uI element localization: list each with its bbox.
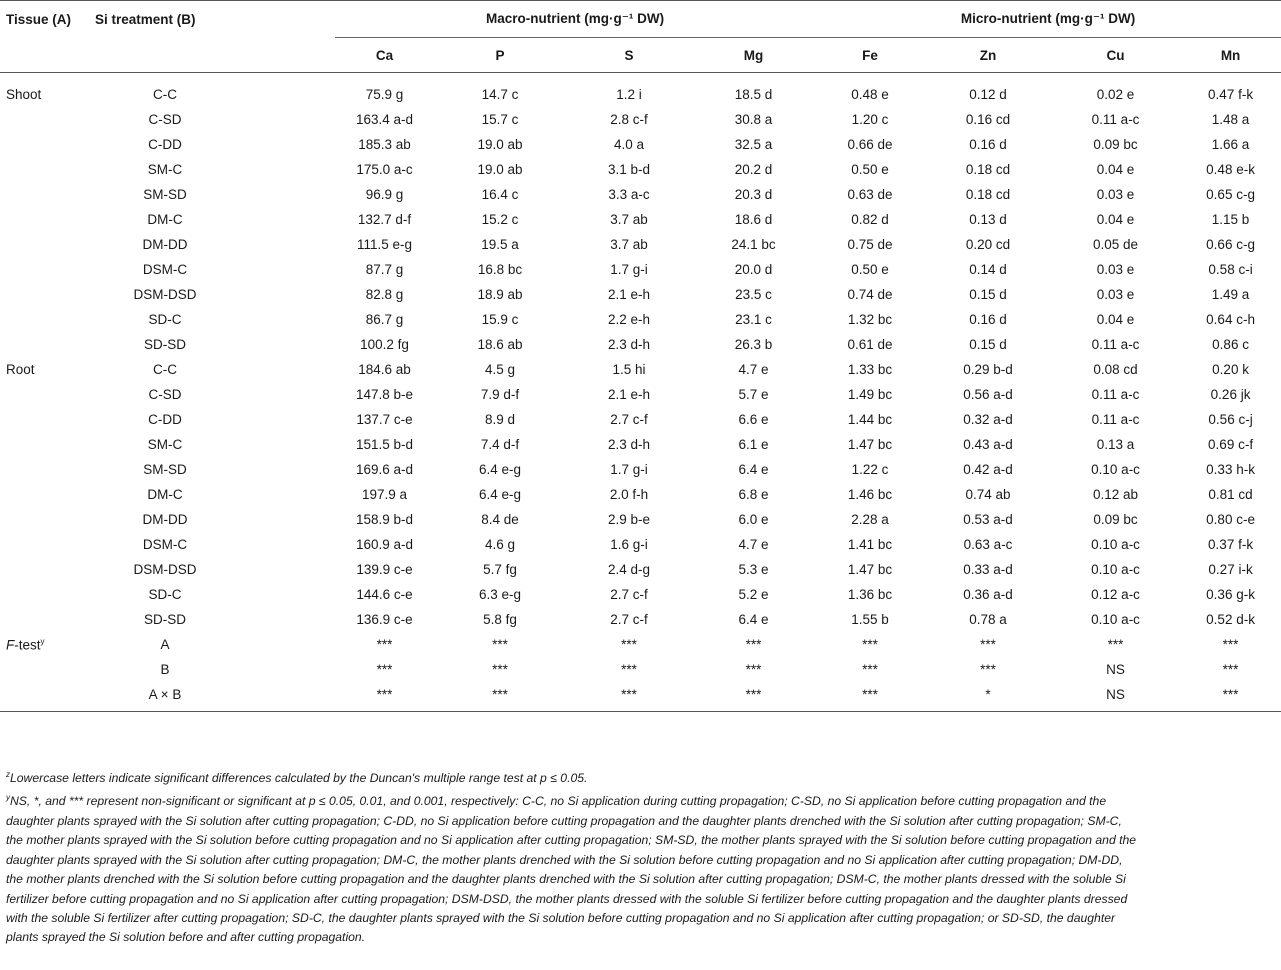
value-cell: 0.66 c-g [1206,237,1255,252]
value-cell: 96.9 g [365,187,404,202]
value-cell: 1.7 g-i [610,462,648,477]
value-cell: 169.6 a-d [355,462,414,477]
value-cell: 19.0 ab [477,137,523,152]
value-cell: 75.9 g [365,87,404,102]
value-cell: 8.4 de [481,512,519,527]
column-header: P [434,38,566,73]
value-cell: 2.28 a [851,512,889,527]
table-row [0,382,1281,407]
table-row [0,182,1281,207]
table-row [0,357,1281,382]
value-cell: 0.65 c-g [1206,187,1255,202]
treatment-cell: SD-C [148,587,182,602]
value-cell: 20.2 d [734,162,773,177]
value-cell: 197.9 a [361,487,408,502]
value-cell: 6.3 e-g [478,587,522,602]
value-cell: 4.5 g [484,362,516,377]
treatment-header: Si treatment (B) [95,1,235,38]
treatment-cell: C-C [153,87,177,102]
value-cell: 0.61 de [847,337,893,352]
value-cell: 184.6 ab [358,362,411,377]
value-cell: 0.05 de [1093,237,1139,252]
treatment-cell: SM-C [147,437,183,452]
table-row [0,332,1281,357]
value-cell: 0.20 cd [965,237,1011,252]
value-cell: 0.53 a-d [963,512,1013,527]
value-cell: 0.13 a [1096,437,1135,452]
value-cell: 1.41 bc [847,537,893,552]
table-row [0,307,1281,332]
value-cell: 4.0 a [613,137,645,152]
value-cell: 0.09 bc [1093,137,1138,152]
value-cell: 4.7 e [738,362,769,377]
ftest-label: F-test$^y$ [6,636,45,653]
treatment-cell: DSM-DSD [133,562,197,577]
value-cell: 0.69 c-f [1208,437,1254,452]
value-cell: 0.04 e [1096,162,1135,177]
value-cell: 0.14 d [969,262,1007,277]
value-cell: 1.66 a [1211,137,1250,152]
value-cell: 0.02 e [1096,87,1135,102]
value-cell: 0.56 c-j [1208,412,1253,427]
value-cell: 0.43 a-d [963,437,1013,452]
ftest-source: A [160,637,170,652]
value-cell: 0.82 d [851,212,889,227]
value-cell: 0.33 h-k [1206,462,1255,477]
treatment-cell: SM-C [147,162,183,177]
treatment-cell: SM-SD [143,187,187,202]
tissue-header: Tissue (A) [0,1,95,38]
significance-cell: *** [980,662,996,677]
table-row [0,257,1281,282]
value-cell: 16.4 c [481,187,519,202]
value-cell: 1.47 bc [847,437,893,452]
tissue-label: Root [6,362,35,377]
value-cell: 0.11 a-c [1091,337,1140,352]
value-cell: 0.12 ab [1093,487,1139,502]
significance-cell: *** [621,637,637,652]
significance-cell: *** [862,662,878,677]
significance-cell: NS [1051,682,1180,712]
significance-cell: *** [692,682,815,712]
treatment-cell: SD-SD [143,337,186,352]
value-cell: 0.10 a-c [1091,462,1140,477]
value-cell: 0.75 de [847,237,893,252]
table-row [0,607,1281,632]
treatment-cell: SD-C [148,312,182,327]
column-header: Fe [815,38,925,73]
value-cell: 15.9 c [481,312,519,327]
significance-cell: *** [745,637,762,652]
footnote-z: $^z$Lowercase letters indicate significant differences calculated by the Duncan's multiple range test at p ≤ 0.05. [6,770,588,786]
value-cell: 2.1 e-h [607,387,651,402]
value-cell: 2.4 d-g [607,562,651,577]
significance-cell: *** [492,662,508,677]
value-cell: 0.27 i-k [1208,562,1253,577]
value-cell: 0.10 a-c [1091,612,1140,627]
table-row [0,457,1281,482]
value-cell: 1.33 bc [847,362,893,377]
value-cell: 151.5 b-d [355,437,414,452]
value-cell: 5.7 e [738,387,769,402]
value-cell: 2.1 e-h [607,287,651,302]
value-cell: 0.32 a-d [963,412,1013,427]
value-cell: 1.2 i [616,87,642,102]
value-cell: 2.0 f-h [609,487,649,502]
value-cell: 1.36 bc [847,587,893,602]
column-header: Mn [1180,38,1281,73]
treatment-cell: C-DD [148,137,182,152]
value-cell: 0.48 e-k [1206,162,1255,177]
value-cell: 139.9 c-e [356,562,413,577]
value-cell: 14.7 c [481,87,519,102]
value-cell: 18.6 d [734,212,773,227]
value-cell: 1.44 bc [847,412,893,427]
value-cell: 0.08 cd [1093,362,1138,377]
significance-cell: *** [745,662,762,677]
table-row [0,232,1281,257]
value-cell: 2.2 e-h [607,312,651,327]
table-row [0,282,1281,307]
table-row [0,532,1281,557]
value-cell: 0.18 cd [965,162,1011,177]
value-cell: 19.5 a [481,237,519,252]
significance-cell: *** [335,682,434,712]
value-cell: 100.2 fg [360,337,409,352]
value-cell: 0.11 a-c [1091,387,1140,402]
value-cell: 0.15 d [969,337,1007,352]
value-cell: 0.10 a-c [1091,537,1140,552]
significance-cell: *** [376,662,393,677]
value-cell: 16.8 bc [477,262,523,277]
value-cell: 1.46 bc [847,487,893,502]
value-cell: 20.0 d [734,262,773,277]
value-cell: 26.3 b [734,337,773,352]
value-cell: 0.58 c-i [1208,262,1253,277]
value-cell: 3.1 b-d [607,162,651,177]
table-row [0,557,1281,582]
value-cell: 0.63 a-c [963,537,1013,552]
value-cell: 1.55 b [851,612,889,627]
value-cell: 1.7 g-i [610,262,648,277]
significance-cell: *** [566,682,692,712]
value-cell: 0.36 a-d [963,587,1013,602]
value-cell: 0.16 d [969,137,1007,152]
value-cell: 0.74 ab [965,487,1011,502]
treatment-cell: SM-SD [143,462,187,477]
value-cell: 0.66 de [847,137,893,152]
treatment-cell: DM-DD [142,512,188,527]
value-cell: 2.7 c-f [610,612,648,627]
table-row [0,132,1281,157]
significance-cell: *** [1222,662,1239,677]
value-cell: 0.20 k [1212,362,1249,377]
value-cell: 1.49 bc [847,387,893,402]
column-header: Zn [925,38,1051,73]
significance-cell: * [925,682,1051,712]
value-cell: 0.11 a-c [1091,412,1140,427]
treatment-cell: C-C [153,362,177,377]
table-row [0,432,1281,457]
significance-cell: *** [621,662,637,677]
value-cell: 6.1 e [738,437,769,452]
value-cell: 1.47 bc [847,562,893,577]
value-cell: 1.48 a [1211,112,1250,127]
column-header: Cu [1051,38,1180,73]
value-cell: 0.33 a-d [963,562,1013,577]
footnotes [6,765,1140,948]
treatment-cell: SD-SD [143,612,186,627]
treatment-cell: DSM-C [142,262,188,277]
significance-cell: *** [1222,637,1239,652]
value-cell: 1.22 c [851,462,889,477]
table-row [0,507,1281,532]
significance-cell: *** [862,637,878,652]
value-cell: 0.29 b-d [963,362,1013,377]
value-cell: 18.5 d [734,87,773,102]
significance-cell: *** [376,637,393,652]
significance-cell: *** [815,682,925,712]
macro-group-header: Macro-nutrient (mg·g⁻¹ DW) [335,1,815,38]
table-row [0,682,1281,712]
value-cell: 0.64 c-h [1206,312,1255,327]
value-cell: 1.32 bc [847,312,893,327]
value-cell: 6.4 e-g [478,487,522,502]
significance-cell: *** [1107,637,1124,652]
value-cell: 6.4 e-g [478,462,522,477]
value-cell: 132.7 d-f [357,212,412,227]
value-cell: 6.0 e [738,512,769,527]
value-cell: 23.1 c [735,312,772,327]
value-cell: 0.11 a-c [1091,112,1140,127]
value-cell: 3.7 ab [610,212,648,227]
value-cell: 0.18 cd [965,187,1011,202]
value-cell: 0.74 de [847,287,893,302]
value-cell: 144.6 c-e [356,587,413,602]
value-cell: 2.8 c-f [610,112,648,127]
treatment-cell: DM-C [147,487,183,502]
value-cell: 136.9 c-e [356,612,413,627]
significance-cell: *** [434,682,566,712]
value-cell: 5.3 e [738,562,769,577]
value-cell: 3.7 ab [610,237,648,252]
table-row [0,407,1281,432]
value-cell: 0.80 c-e [1206,512,1255,527]
value-cell: 1.49 a [1211,287,1250,302]
value-cell: 23.5 c [735,287,772,302]
value-cell: 0.56 a-d [963,387,1013,402]
treatment-cell: DSM-DSD [133,287,197,302]
tissue-label: Shoot [6,87,42,102]
value-cell: 0.81 cd [1208,487,1253,502]
table-row [0,157,1281,182]
value-cell: 1.6 g-i [610,537,648,552]
value-cell: 1.5 hi [612,362,646,377]
value-cell: 147.8 b-e [355,387,414,402]
table-row [0,657,1281,682]
value-cell: 1.20 c [851,112,889,127]
table-row [0,207,1281,232]
value-cell: 0.04 e [1096,312,1135,327]
value-cell: 0.03 e [1096,187,1135,202]
value-cell: 0.12 d [969,87,1007,102]
value-cell: 0.09 bc [1093,512,1138,527]
value-cell: 0.78 a [969,612,1007,627]
value-cell: 1.15 b [1211,212,1250,227]
value-cell: 6.4 e [738,462,769,477]
value-cell: 0.48 e [851,87,889,102]
value-cell: 0.10 a-c [1091,562,1140,577]
value-cell: 86.7 g [365,312,404,327]
value-cell: 0.16 d [969,312,1007,327]
ftest-source: A × B [95,682,235,712]
ftest-source: B [160,662,170,677]
value-cell: 4.7 e [738,537,769,552]
value-cell: 163.4 a-d [355,112,414,127]
value-cell: 0.03 e [1096,262,1135,277]
value-cell: 32.5 a [734,137,773,152]
value-cell: 0.37 f-k [1208,537,1254,552]
value-cell: 20.3 d [734,187,773,202]
value-cell: 87.7 g [365,262,404,277]
treatment-cell: C-SD [148,112,182,127]
micro-group-header: Micro-nutrient (mg·g⁻¹ DW) [815,1,1281,38]
value-cell: 0.15 d [969,287,1007,302]
treatment-cell: DM-C [147,212,183,227]
value-cell: 15.2 c [481,212,519,227]
value-cell: 2.9 b-e [607,512,651,527]
significance-cell: *** [492,637,508,652]
value-cell: 19.0 ab [477,162,523,177]
table-row [0,482,1281,507]
value-cell: 137.7 c-e [356,412,413,427]
value-cell: 0.12 a-c [1091,587,1140,602]
value-cell: 5.7 fg [483,562,517,577]
value-cell: 185.3 ab [358,137,411,152]
value-cell: 18.6 ab [477,337,523,352]
table-row [0,632,1281,657]
value-cell: 2.3 d-h [607,337,651,352]
value-cell: 0.50 e [851,262,889,277]
table-row [0,73,1281,108]
value-cell: 111.5 e-g [356,237,413,252]
value-cell: 0.42 a-d [963,462,1013,477]
value-cell: 3.3 a-c [608,187,650,202]
value-cell: 0.52 d-k [1206,612,1255,627]
column-header: Ca [335,38,434,73]
value-cell: 5.2 e [738,587,769,602]
value-cell: 15.7 c [481,112,519,127]
value-cell: 6.6 e [738,412,769,427]
value-cell: 0.63 de [847,187,893,202]
footnote-y: $^y$NS, *, and *** represent non-significant or significant at p ≤ 0.05, 0.01, and 0.001, respectively: C-C, no Si application during cutting propagation; C-SD, no Si application before cutting propagation and the daughter plants sprayed with the Si solution after cutting propagation; C-DD, no Si application before cutting propagation and the daughter plants drenched with the Si solution after cutting propagation; SM-C, the mother plants sprayed with the Si solution before cutting propagation and no Si application after cutting propagation; SM-SD, the mother plants sprayed with the Si solution before cutting propagation and the daughter plants sprayed with the Si solution after cutting propagation; DM-C, the mother plants drenched with the Si solution before cutting propagation and no Si application after cutting propagation; DM-DD, the mother plants drenched with the Si solution before cutting propagation and the daughter plants drenched with the Si solution after cutting propagation; DSM-C, the mother plants dressed with the soluble Si fertilizer before cutting propagation and no Si application after cutting propagation; DSM-DSD, the mother plants dressed with the soluble Si fertilizer before cutting propagation and the daughter plants dressed with the soluble Si fertilizer after cutting propagation; SD-C, the daughter plants sprayed with the Si solution before cutting propagation and no Si application after cutting propagation; or SD-SD, the daughter plants sprayed the Si solution before and after cutting propagation. [6,793,1137,945]
column-header: S [566,38,692,73]
table-header [0,1,1281,73]
value-cell: 7.9 d-f [480,387,520,402]
treatment-cell: DM-DD [142,237,188,252]
value-cell: 5.8 fg [483,612,517,627]
value-cell: 0.26 jk [1210,387,1251,402]
value-cell: 18.9 ab [477,287,523,302]
value-cell: 0.36 g-k [1206,587,1255,602]
value-cell: 30.8 a [734,112,773,127]
value-cell: 24.1 bc [731,237,776,252]
value-cell: 0.50 e [851,162,889,177]
value-cell: 0.16 cd [965,112,1011,127]
table-row [0,582,1281,607]
value-cell: 7.4 d-f [480,437,520,452]
significance-cell: *** [980,637,996,652]
table-body [0,73,1281,712]
treatment-cell: DSM-C [142,537,188,552]
value-cell: 0.04 e [1096,212,1135,227]
value-cell: 82.8 g [365,287,404,302]
column-header-row [0,38,1281,73]
value-cell: 6.8 e [738,487,769,502]
value-cell: 2.7 c-f [610,587,648,602]
value-cell: 0.13 d [969,212,1007,227]
value-cell: 2.7 c-f [610,412,648,427]
value-cell: 4.6 g [484,537,516,552]
treatment-cell: C-DD [148,412,182,427]
value-cell: 6.4 e [738,612,769,627]
value-cell: 160.9 a-d [355,537,414,552]
significance-cell: NS [1106,662,1125,677]
value-cell: 0.86 c [1212,337,1249,352]
value-cell: 2.3 d-h [607,437,651,452]
column-header: Mg [692,38,815,73]
value-cell: 8.9 d [484,412,516,427]
significance-cell: *** [1180,682,1281,712]
value-cell: 0.03 e [1096,287,1135,302]
value-cell: 0.47 f-k [1208,87,1254,102]
table-row [0,107,1281,132]
value-cell: 175.0 a-c [356,162,413,177]
treatment-cell: C-SD [148,387,182,402]
value-cell: 158.9 b-d [355,512,414,527]
